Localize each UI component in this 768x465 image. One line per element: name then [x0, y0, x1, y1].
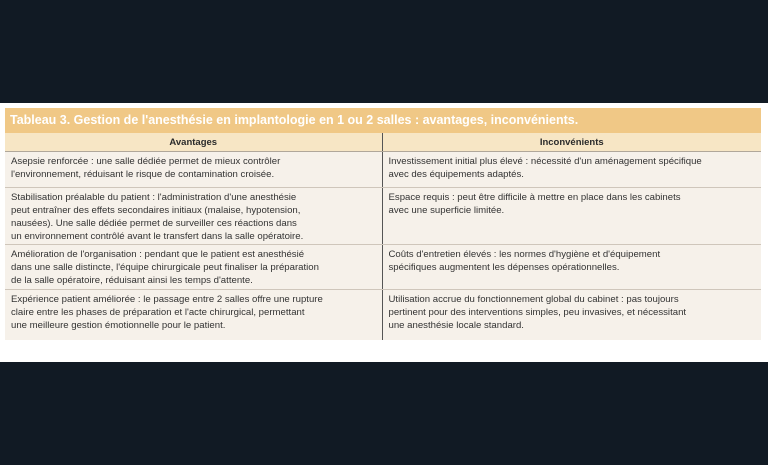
- inconvenient-cell: [382, 245, 761, 290]
- avantage-cell: [5, 290, 382, 341]
- avantage-cell: [5, 188, 382, 245]
- table-row: [5, 152, 761, 188]
- inconvenient-text: Coûts d'entretien élevés : les normes d'hygiène et d'équipement spécifiques augmentent les dépenses opérationnelles.: [388, 249, 661, 273]
- table-row: [5, 245, 761, 290]
- avantage-text: Expérience patient améliorée : le passage entre 2 salles offre une rupture claire entre les phases de préparation et l'acte chirurgical, permettant une meilleure gestion émotionnelle pour le patient.: [11, 294, 323, 331]
- document-page: [0, 103, 768, 362]
- header-inconvenients: Inconvénients: [382, 133, 761, 152]
- inconvenient-cell: [382, 290, 761, 341]
- inconvenient-text: Utilisation accrue du fonctionnement global du cabinet : pas toujours pertinent pour des interventions simples, peu invasives, et nécessitant une anesthésie locale standard.: [388, 294, 687, 331]
- table-header-row: [5, 133, 761, 152]
- avantage-text: Asepsie renforcée : une salle dédiée permet de mieux contrôler l'environnement, réduisant le risque de contamination croisée.: [11, 156, 281, 180]
- avantage-cell: [5, 245, 382, 290]
- table-row: [5, 188, 761, 245]
- inconvenient-cell: [382, 152, 761, 188]
- avantage-text: Stabilisation préalable du patient : l'administration d'une anesthésie peut entraîner des effets secondaires initiaux (malaise, hypotension, nausées). Une salle dédiée permet de surveiller ces réactions dans un environnement contrôlé avant le transfert dans la salle opératoire.: [11, 192, 304, 242]
- header-avantages: Avantages: [5, 133, 382, 152]
- table-caption: Tableau 3. Gestion de l'anesthésie en implantologie en 1 ou 2 salles : avantages, inconvénients.: [5, 108, 761, 133]
- avantage-text: Amélioration de l'organisation : pendant que le patient est anesthésié dans une salle distincte, l'équipe chirurgicale peut finaliser la préparation de la salle opératoire, réduisant ainsi les temps d'attente.: [11, 249, 319, 286]
- avantage-cell: [5, 152, 382, 188]
- inconvenient-cell: [382, 188, 761, 245]
- inconvenient-text: Investissement initial plus élevé : nécessité d'un aménagement spécifique avec des équipements adaptés.: [388, 156, 702, 180]
- inconvenient-text: Espace requis : peut être difficile à mettre en place dans les cabinets avec une superficie limitée.: [388, 192, 681, 216]
- comparison-table: [5, 108, 761, 340]
- table-grid: [5, 133, 761, 340]
- table-row: [5, 290, 761, 341]
